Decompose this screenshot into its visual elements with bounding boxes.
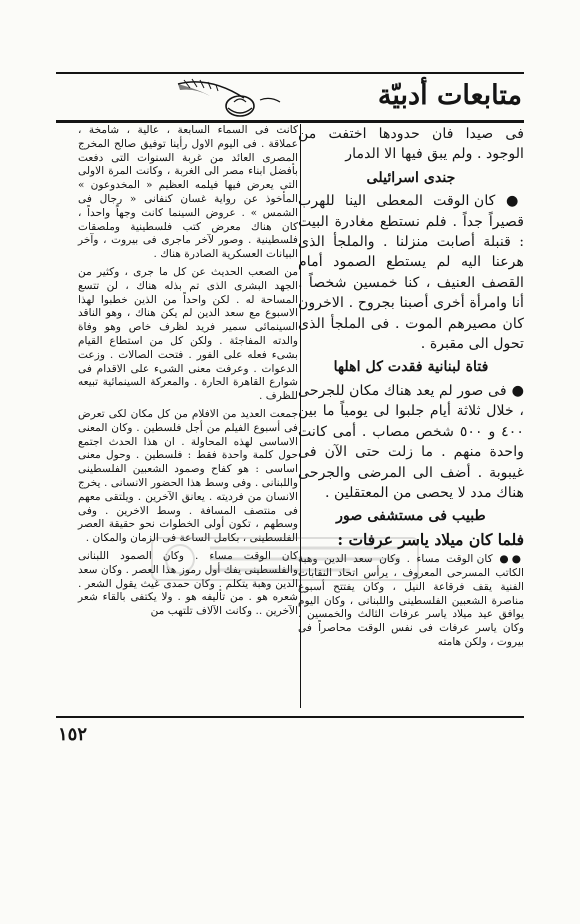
header-top-rule	[56, 72, 524, 74]
paragraph-text: كان الوقت مساء . وكان سعد الدين وهبة الكاتب المسرحى المعروف ، يرأس اتحاد النقابات الفنية يقف فرقاعة النيل ، وكان يفتتح أسبوع مناصرة الشعبين الفلسطينى واللبنانى ، وكان اليوم يوافق عيد ميلاد ياسر عرفات الثالث والخمسين . وكان ياسر عرفات فى نفس الوقت محاصراً فى بيروت ، ولكن هامته	[298, 553, 524, 648]
attribution-heading: فتاة لبنانية فقدت كل اهلها	[333, 359, 489, 376]
quill-inkwell-emblem	[170, 74, 288, 120]
paragraph: كانت فى السماء السابعة ، عالية ، شامخة ، عملاقة . فى اليوم الاول رأينا توفيق صالح المخرج المصرى العائد من غربة السنوات التى دفعت بأفضل ابناء مصر الى الغربة ، وكانت المرة الاولى التى يعرض فيها فيلمه العظيم « المخدوعون » المأخوذ عن رواية غسان كنفانى « رجال فى الشمس » . عروض السينما كانت وجهاً واحداً ، كان هناك معرض كتب فلسطينية وملصقات فلسطينية . وصور لآخر ماجرى فى بيروت ، وآخر البيانات العسكرية الصادرة هناك .	[78, 124, 298, 261]
paragraph: جمعت العديد من الافلام من كل مكان لكى تعرض فى أسبوع الفيلم من أجل فلسطين . وكان المعنى الاساسى لهذه المحاولة . ان هذا الحدث اجتمع حول كلمة واحدة فقط : فلسطين . وحول معنى اساسى : هو كفاح وصمود الشعبين الفلسطينى واللبنانى . وفى وسط هذا الحضور الانسانى . يخرج الانسان من فرديته . يعانق الآخرين . ويلتقى معهم فى منتصف المسافة . وسط الاخرين . وفى وسطهم ، تكون أولى الخطوات نحو حقيقة العصر الفلسطينى ، بكامل الساعة فى الزمان والمكان .	[78, 407, 298, 545]
paragraph: من الصعب الحديث عن كل ما جرى ، وكثير من الجهد البشرى الذى تم بذله هناك ، لن تتسع المساحة له . لكن واحداً من الذين خطبوا لهذا الاسبوع مع سعد الدين لم يكن هناك ، وهو الناقد السينمائى سمير فريد لظرف خاص وهو وفاة والدته المفاجئة . ولكن كل من استطاع القيام بشىء فعله على الفور . فتحت الصالات . وزعت الدعوات . وعرفت معنى الشىء على الاقدام فى شوارع القاهرة الحارة . والمعركة السينمائية تبيعه للظرف .	[78, 265, 298, 403]
header-bottom-rule	[56, 120, 524, 123]
bullet-icon: ●	[495, 193, 524, 210]
attribution-heading: جندى اسرائيلى	[366, 169, 456, 186]
left-column	[78, 124, 298, 619]
right-column	[298, 124, 524, 650]
paragraph	[298, 191, 524, 354]
paragraph: كان الوقت مساء . وكان الصمود اللبنانى والفلسطينى يفك أول رموز هذا العصر . وكان سعد الدين وهبة يتكلم . وكان حمدى غيث يقول الشعر . شعره هو . من تأليفه هو . ولا يكتفى بالقاء شعر الآخرين .. وكانت الآلاف تلتهب من	[78, 549, 298, 618]
paragraph: فى صيدا فان حدودها اختفت من الوجود . ولم يبق فيها الا الدمار	[298, 126, 524, 163]
paragraph-text: فى صور لم يعد هناك مكان للجرحى ، خلال ثلاثة أيام جلبوا لى يومياً ما بين ٤٠٠ و ٥٠٠ شخص مصاب . أمى كانت واحدة منهم . ما زلت حتى الآن فى غيبوبة . أضف الى المرضى والجرحى هناك مدد لا يحصى من المعتقلين .	[298, 382, 525, 501]
sub-heading: فلما كان ميلاد ياسر عرفات :	[337, 529, 524, 549]
bullet-icon: ●	[506, 382, 524, 399]
attribution-heading: طبيب فى مستشفى صور	[336, 508, 486, 525]
paragraph	[298, 381, 524, 503]
column-divider	[300, 124, 301, 708]
page-number: ١٥٢	[58, 724, 88, 745]
section-title: متابعات أدبيّة	[377, 80, 522, 111]
footer-rule	[56, 716, 524, 718]
bullet-icon: ●●	[492, 553, 524, 566]
paragraph	[298, 553, 524, 650]
paragraph-text: كان الوقت المعطى الينا للهرب قصيراً جداً . فلم نستطع مغادرة البيت : قنبلة أصابت منزلنا . والملجأ الذى هرعنا اليه لم يستطع الصمود أمام القصف العنيف ، كنا خمسين شخصاً . أنا وامرأة أخرى أصبنا بجروح . الاخرون كان مصيرهم الموت . فى الملجأ الذى تحول الى مقبرة .	[298, 193, 524, 353]
